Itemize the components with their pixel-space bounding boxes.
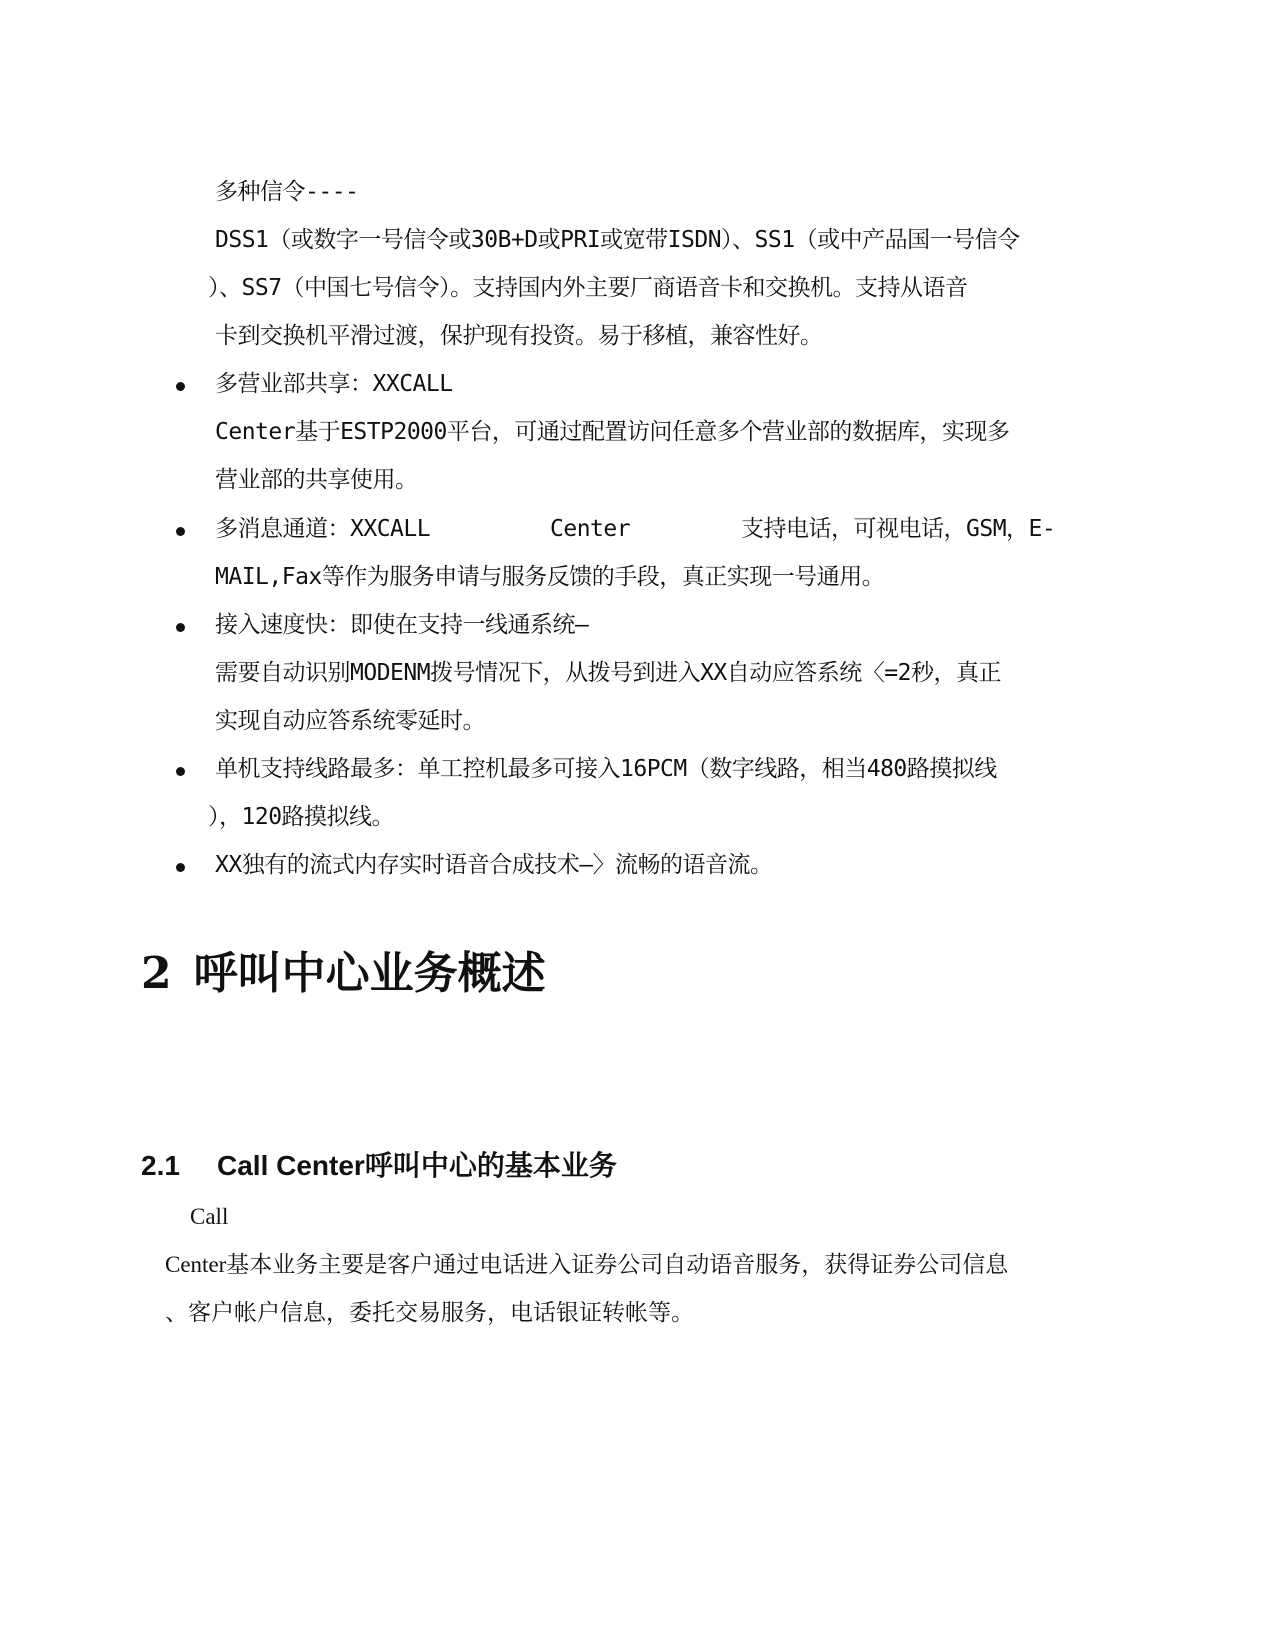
bullet-dot <box>176 863 185 872</box>
subsection-title: Call Center呼叫中心的基本业务 <box>217 1150 617 1181</box>
bullet-dot <box>176 527 185 536</box>
intro-line: DSS1（或数字一号信令或30B+D或PRI或宽带ISDN）、SS1（或中产品国一号信令 <box>215 227 1020 253</box>
bullet-3-line: 接入速度快：即使在支持一线通系统— <box>215 612 589 638</box>
section-number: 2 <box>141 948 172 999</box>
bullet-2-line-part: 多消息通道：XXCALL <box>215 516 431 542</box>
section-title: 呼叫中心业务概述 <box>193 948 546 999</box>
bullet-4-line: 单机支持线路最多：单工控机最多可接入16PCM（数字线路，相当480路摸拟线 <box>215 756 997 782</box>
bullet-1-line: Center基于ESTP2000平台，可通过配置访问任意多个营业部的数据库，实现多 <box>215 419 1010 445</box>
bullet-1-line: 多营业部共享：XXCALL <box>215 371 453 397</box>
subsection-heading <box>141 1148 617 1184</box>
bullet-3-line: 需要自动识别MODENM拨号情况下，从拨号到进入XX自动应答系统〈=2秒，真正 <box>215 660 1001 686</box>
bullet-2-line-part: Center <box>550 516 631 542</box>
paragraph-line: Center基本业务主要是客户通过电话进入证券公司自动语音服务，获得证券公司信息 <box>165 1252 1009 1277</box>
bullet-dot <box>176 382 185 391</box>
intro-line: ）、SS7（中国七号信令）。支持国内外主要厂商语音卡和交换机。支持从语音 <box>208 275 968 301</box>
bullet-2-line-part: 支持电话，可视电话，GSM，E- <box>741 516 1056 542</box>
bullet-3-line: 实现自动应答系统零延时。 <box>215 708 485 734</box>
bullet-4-line: ），120路摸拟线。 <box>208 804 395 830</box>
bullet-dot <box>176 767 185 776</box>
section-heading <box>141 946 546 1002</box>
bullet-1-line: 营业部的共享使用。 <box>215 467 418 493</box>
intro-line: 卡到交换机平滑过渡，保护现有投资。易于移植，兼容性好。 <box>215 323 823 349</box>
intro-line: 多种信令---- <box>215 179 359 205</box>
bullet-2-line: MAIL,Fax等作为服务申请与服务反馈的手段，真正实现一号通用。 <box>215 564 885 590</box>
bullet-5-line: XX独有的流式内存实时语音合成技术—〉流畅的语音流。 <box>215 852 773 878</box>
paragraph-line: Call <box>190 1204 229 1229</box>
paragraph-line: 、客户帐户信息，委托交易服务，电话银证转帐等。 <box>165 1300 694 1325</box>
bullet-dot <box>176 623 185 632</box>
subsection-number: 2.1 <box>141 1150 180 1181</box>
